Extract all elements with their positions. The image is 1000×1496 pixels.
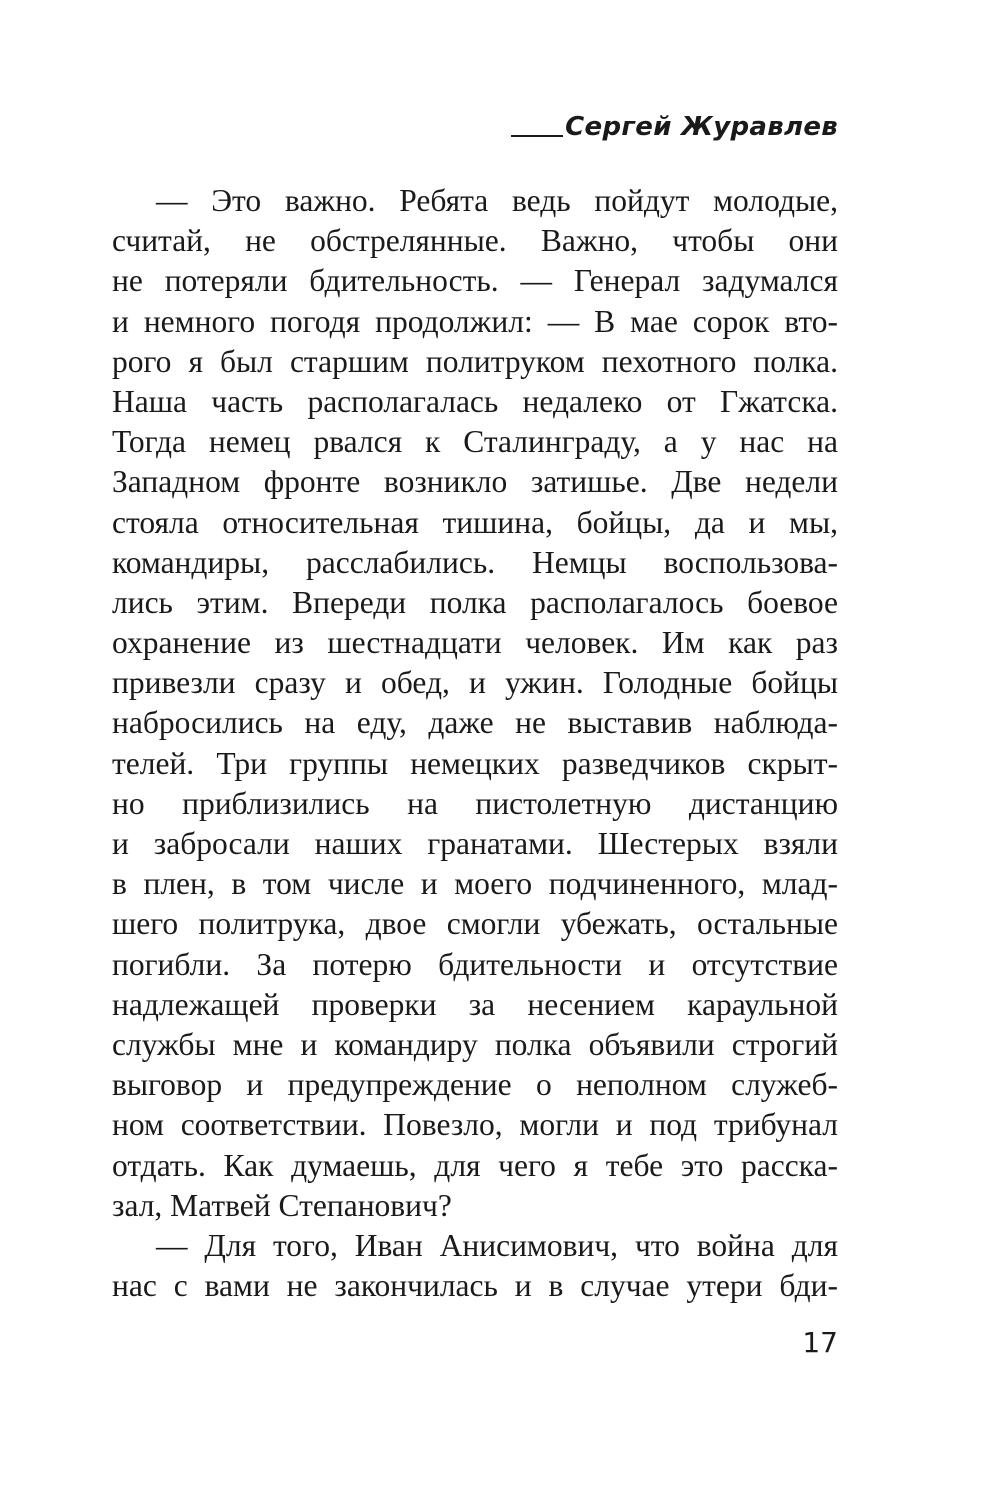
text-line: — Для того, Иван Анисимович, что война для (156, 1227, 838, 1263)
text-line: в плен, в том числе и моего подчиненного, млад- (112, 866, 838, 902)
text-line: считай, не обстрелянные. Важно, чтобы они (112, 223, 838, 259)
text-line: и немного погодя продолжил: — В мае сорок вто- (112, 303, 838, 339)
text-line: зал, Матвей Степанович? (112, 1187, 452, 1223)
text-line: нас с вами не закончилась и в случае утери бди- (112, 1268, 838, 1304)
running-header (511, 112, 838, 142)
text-line: погибли. За потерю бдительности и отсутствие (112, 946, 838, 982)
text-line: Наша часть располагалась недалеко от Гжатска. (112, 383, 838, 419)
text-line: телей. Три группы немецких разведчиков скрыт- (112, 745, 838, 781)
text-line: не потеряли бдительность. — Генерал задумался (112, 263, 838, 299)
header-rule (511, 135, 563, 137)
text-line: шего политрука, двое смогли убежать, остальные (112, 906, 838, 942)
text-line: и забросали наших гранатами. Шестерых взяли (112, 826, 838, 861)
text-line: службы мне и командиру полка объявили строгий (112, 1026, 838, 1062)
text-line: — Это важно. Ребята ведь пойдут молодые, (156, 183, 838, 218)
text-line: ном соответствии. Повезло, могли и под трибунал (112, 1107, 838, 1143)
text-line: командиры, расслабились. Немцы воспользова- (112, 544, 838, 580)
text-line: набросились на еду, даже не выставив наблюда- (112, 705, 838, 741)
text-line: привезли сразу и обед, и ужин. Голодные бойцы (112, 665, 838, 701)
text-line: но приблизились на пистолетную дистанцию (112, 785, 838, 821)
text-line: лись этим. Впереди полка располагалось боевое (112, 584, 838, 620)
page-number: 17 (802, 1326, 838, 1359)
text-line: надлежащей проверки за несением караульной (112, 986, 838, 1022)
text-line: Тогда немец рвался к Сталинграду, а у нас на (112, 424, 838, 460)
text-line: Западном фронте возникло затишье. Две недели (112, 464, 838, 500)
text-line: выговор и предупреждение о неполном служеб- (112, 1067, 838, 1103)
text-line: охранение из шестнадцати человек. Им как раз (112, 625, 838, 661)
text-line: стояла относительная тишина, бойцы, да и мы, (112, 504, 838, 540)
author-name: Сергей Журавлев (565, 112, 838, 142)
text-line: рого я был старшим политруком пехотного полка. (112, 343, 838, 379)
body-text (112, 181, 838, 1306)
text-line: отдать. Как думаешь, для чего я тебе это расска- (112, 1147, 838, 1183)
